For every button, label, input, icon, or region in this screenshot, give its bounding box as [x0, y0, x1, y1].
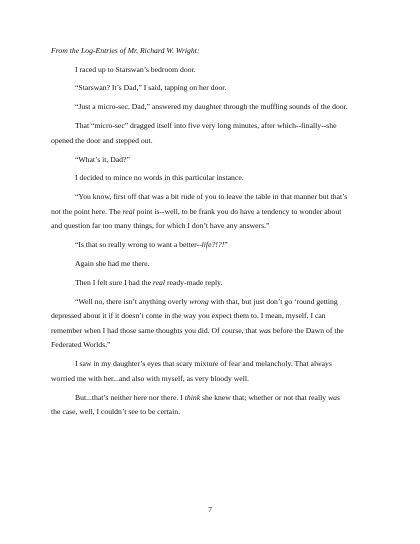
text-run: But...that’s neither here nor there. I: [75, 392, 185, 402]
text-run: not the point here. The: [51, 206, 123, 216]
text-run: she knew that; whether or not that really: [200, 392, 328, 402]
italic-text: life?!?!: [201, 240, 225, 250]
text-line: [51, 153, 369, 168]
italic-text: wrong: [189, 296, 209, 306]
text-run: I raced up to Starswan’s bedroom door.: [75, 64, 196, 74]
text-run: I saw in my daughter’s eyes that scary mixture of fear and melancholy. That always: [75, 359, 332, 369]
text-run: depressed about it if it doesn’t come in the way you expect them to. I mean, myself, I can: [51, 311, 326, 321]
text-run: before the Dawn of the: [270, 325, 344, 335]
paragraph-list: [51, 63, 369, 420]
text-run: with that, but just don’t go ‘round getting: [208, 296, 338, 306]
paragraph: [51, 100, 369, 115]
text-run: the case, well, I couldn’t see to be certain.: [51, 407, 180, 417]
log-heading: From the Log-Entries of Mr. Richard W. Wright:: [51, 46, 200, 55]
paragraph: [51, 81, 369, 96]
text-line: [51, 391, 369, 406]
paragraph: [51, 391, 369, 420]
text-line: [51, 119, 369, 134]
text-run: worried me with her...and also with myself, as very bloody well.: [51, 373, 249, 383]
text-run: and question far too many things, for which I don’t have any answers.”: [51, 221, 270, 231]
text-line: [51, 219, 369, 234]
text-line: [51, 309, 369, 324]
text-line: [51, 276, 369, 291]
text-line: [51, 205, 369, 220]
text-line: [51, 372, 369, 387]
text-line: [51, 238, 369, 253]
text-line: [51, 257, 369, 272]
text-run: “Is that so really wrong to want a better--: [75, 240, 202, 250]
italic-text: was: [258, 325, 271, 335]
text-line: [51, 171, 369, 186]
text-line: [51, 63, 369, 78]
text-run: ”: [224, 240, 228, 250]
paragraph: [51, 171, 369, 186]
italic-text: was: [327, 392, 340, 402]
paragraph: [51, 153, 369, 168]
text-line: [51, 357, 369, 372]
paragraph: [51, 276, 369, 291]
paragraph: [51, 63, 369, 78]
text-line: [51, 338, 369, 353]
body-text: [51, 44, 369, 424]
text-run: “You know, first off that was a bit rude of you to leave the table in that manner but that’s: [75, 192, 348, 202]
text-run: Again she had me there.: [75, 259, 150, 269]
text-line: [51, 100, 369, 115]
paragraph: [51, 119, 369, 148]
text-run: point is--well, to be frank you do have a tendency to wonder about: [134, 206, 342, 216]
paragraph: [51, 238, 369, 253]
page-number: 7: [208, 505, 212, 514]
text-run: I decided to mince no words in this particular instance.: [75, 173, 244, 183]
text-run: Then I felt sure I had the: [75, 278, 153, 288]
paragraph: [51, 257, 369, 272]
text-run: opened the door and stepped out.: [51, 135, 153, 145]
text-run: remember when I had those same thoughts you did. Of course, that: [51, 325, 259, 335]
text-line: [51, 405, 369, 420]
text-run: Federated Worlds.”: [51, 340, 111, 350]
paragraph: [51, 295, 369, 353]
text-run: ready-made reply.: [165, 278, 223, 288]
text-line: [51, 134, 369, 149]
paragraph: [51, 190, 369, 234]
text-run: “Just a micro-sec, Dad,” answered my daughter through the muffling sounds of the door.: [75, 102, 348, 112]
text-line: [51, 295, 369, 310]
text-run: “What’s it, Dad?”: [75, 154, 130, 164]
text-run: “Well no, there isn’t anything overly: [75, 296, 190, 306]
text-line: [51, 81, 369, 96]
italic-text: real: [122, 206, 135, 216]
italic-text: think: [184, 392, 201, 402]
text-line: [51, 190, 369, 205]
text-run: “Starswan? It’s Dad,” I said, tapping on her door.: [75, 83, 227, 93]
text-line: [51, 324, 369, 339]
paragraph: [51, 357, 369, 386]
italic-text: real: [152, 278, 166, 288]
text-run: That “micro-sec” dragged itself into five very long minutes, after which--finally--she: [75, 121, 337, 131]
